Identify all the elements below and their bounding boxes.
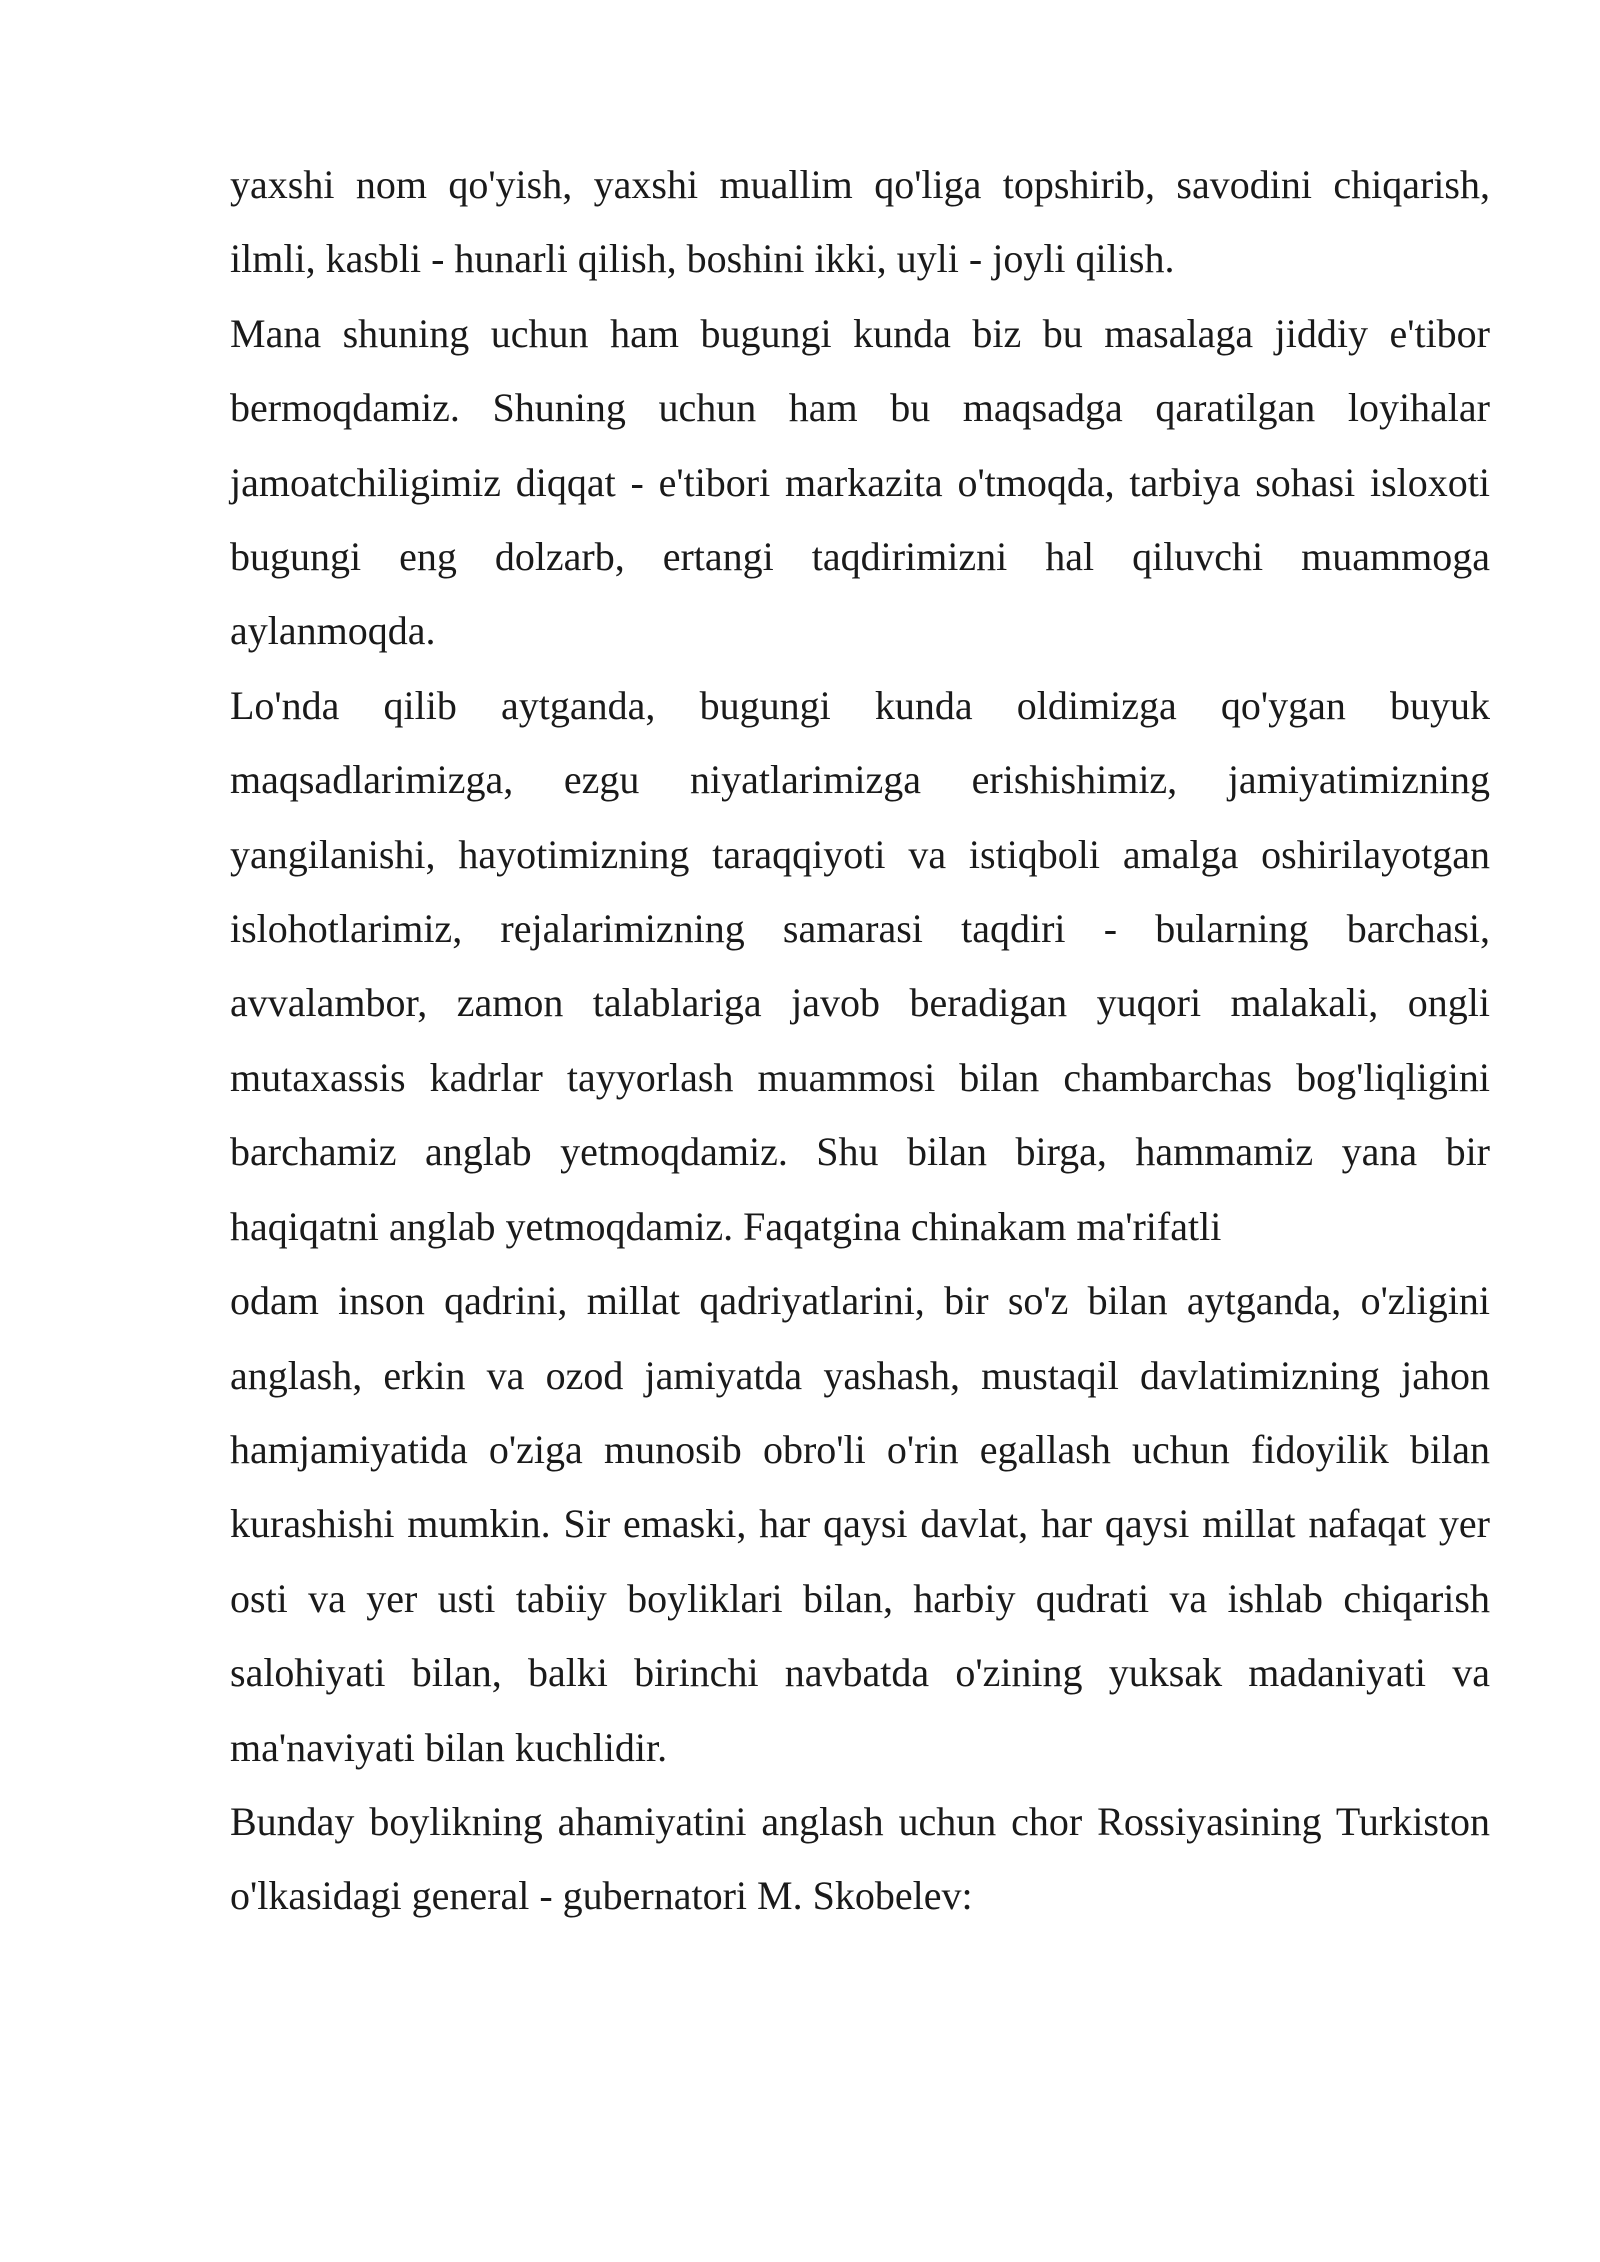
paragraph-3: Lo'nda qilib aytganda, bugungi kunda oldimizga qo'ygan buyuk maqsadlarimizga, ezgu niyatlarimizga erishishimiz, jamiyatimizning yangilanishi, hayotimizning taraqqiyoti va istiqboli amalga oshirilayotgan islohotlarimiz, rejalarimizning samarasi taqdiri - bularning barchasi, avvalambor, zamon talablariga javob beradigan yuqori malakali, ongli mutaxassis kadrlar tayyorlash muammosi bilan chambarchas bog'liqligini barchamiz anglab yetmoqdamiz. Shu bilan birga, hammamiz yana bir haqiqatni anglab yetmoqdamiz. Faqatgina chinakam ma'rifatli [230,682,1490,1249]
body-text [230,148,1490,1934]
paragraph-5: Bunday boylikning ahamiyatini anglash uchun chor Rossiyasining Turkiston o'lkasidagi general - gubernatori M. Skobelev: [230,1798,1490,1919]
paragraph-2: Mana shuning uchun ham bugungi kunda biz bu masalaga jiddiy e'tibor bermoqdamiz. Shuning uchun ham bu maqsadga qaratilgan loyihalar jamoatchiligimiz diqqat - e'tibori markazita o'tmoqda, tarbiya sohasi isloxoti bugungi eng dolzarb, ertangi taqdirimizni hal qiluvchi muammoga aylanmoqda. [230,310,1490,654]
paragraph-1: yaxshi nom qo'yish, yaxshi muallim qo'liga topshirib, savodini chiqarish, ilmli, kasbli - hunarli qilish, boshini ikki, uyli - joyli qilish. [230,162,1490,282]
paragraph-4: odam inson qadrini, millat qadriyatlarini, bir so'z bilan aytganda, o'zligini anglash, erkin va ozod jamiyatda yashash, mustaqil davlatimizning jahon hamjamiyatida o'ziga munosib obro'li o'rin egallash uchun fidoyilik bilan kurashishi mumkin. Sir emaski, har qaysi davlat, har qaysi millat nafaqat yer osti va yer usti tabiiy boyliklari bilan, harbiy qudrati va ishlab chiqarish salohiyati bilan, balki birinchi navbatda o'zining yuksak madaniyati va ma'naviyati bilan kuchlidir. [230,1278,1490,1770]
